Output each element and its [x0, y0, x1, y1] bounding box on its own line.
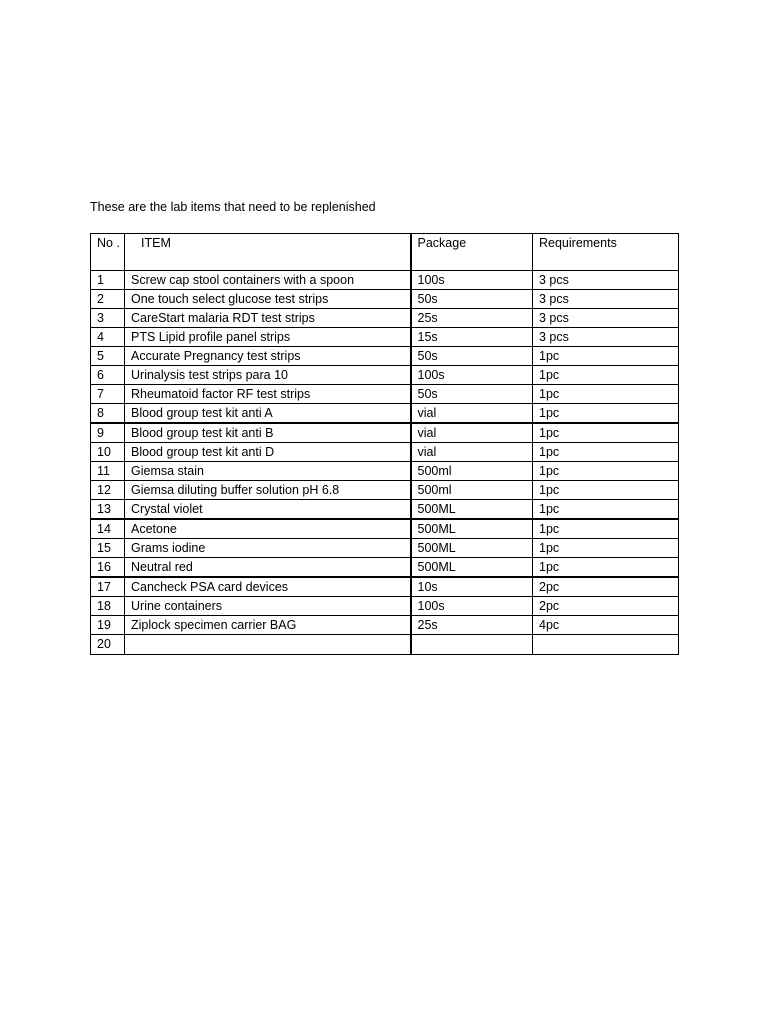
table-row — [91, 404, 679, 424]
cell-requirements: 3 pcs — [533, 290, 679, 309]
table-row — [91, 635, 679, 655]
cell-package: 50s — [411, 385, 533, 404]
cell-item: Crystal violet — [125, 500, 411, 520]
cell-no: 12 — [91, 481, 125, 500]
header-no: No . — [91, 234, 125, 271]
cell-no: 2 — [91, 290, 125, 309]
cell-no: 7 — [91, 385, 125, 404]
cell-item: Blood group test kit anti B — [125, 423, 411, 443]
table-row — [91, 558, 679, 578]
cell-package: 500ML — [411, 500, 533, 520]
cell-package: 500ML — [411, 519, 533, 539]
cell-item: PTS Lipid profile panel strips — [125, 328, 411, 347]
cell-no: 9 — [91, 423, 125, 443]
table-row — [91, 385, 679, 404]
table-row — [91, 577, 679, 597]
header-item: ITEM — [125, 234, 411, 271]
cell-requirements: 1pc — [533, 443, 679, 462]
table-row — [91, 309, 679, 328]
header-package: Package — [411, 234, 533, 271]
table-row — [91, 616, 679, 635]
cell-no: 11 — [91, 462, 125, 481]
cell-no: 13 — [91, 500, 125, 520]
cell-requirements: 1pc — [533, 519, 679, 539]
table-row — [91, 423, 679, 443]
cell-package: 100s — [411, 271, 533, 290]
cell-package: 25s — [411, 309, 533, 328]
intro-text: These are the lab items that need to be replenished — [90, 200, 376, 214]
cell-requirements: 2pc — [533, 577, 679, 597]
cell-package: 500ML — [411, 539, 533, 558]
table-row — [91, 328, 679, 347]
cell-item: Ziplock specimen carrier BAG — [125, 616, 411, 635]
table-row — [91, 539, 679, 558]
cell-no: 5 — [91, 347, 125, 366]
cell-package: 10s — [411, 577, 533, 597]
cell-requirements: 1pc — [533, 462, 679, 481]
cell-no: 15 — [91, 539, 125, 558]
cell-requirements: 3 pcs — [533, 271, 679, 290]
cell-no: 14 — [91, 519, 125, 539]
cell-requirements: 2pc — [533, 597, 679, 616]
cell-item: Screw cap stool containers with a spoon — [125, 271, 411, 290]
cell-requirements: 1pc — [533, 404, 679, 424]
cell-requirements: 4pc — [533, 616, 679, 635]
cell-item: Accurate Pregnancy test strips — [125, 347, 411, 366]
cell-item: Blood group test kit anti A — [125, 404, 411, 424]
cell-package: 50s — [411, 347, 533, 366]
table-header-row — [91, 234, 679, 271]
cell-no: 17 — [91, 577, 125, 597]
cell-package: 25s — [411, 616, 533, 635]
cell-package — [411, 635, 533, 655]
table-row — [91, 462, 679, 481]
cell-no: 6 — [91, 366, 125, 385]
table-row — [91, 443, 679, 462]
cell-item: Giemsa diluting buffer solution pH 6.8 — [125, 481, 411, 500]
table-row — [91, 290, 679, 309]
cell-requirements: 1pc — [533, 423, 679, 443]
cell-no: 3 — [91, 309, 125, 328]
cell-requirements: 3 pcs — [533, 309, 679, 328]
cell-no: 10 — [91, 443, 125, 462]
cell-item: CareStart malaria RDT test strips — [125, 309, 411, 328]
table-row — [91, 481, 679, 500]
header-requirements: Requirements — [533, 234, 679, 271]
cell-item: Giemsa stain — [125, 462, 411, 481]
table-row — [91, 271, 679, 290]
cell-item: Acetone — [125, 519, 411, 539]
lab-items-table — [90, 233, 679, 655]
cell-package: 50s — [411, 290, 533, 309]
cell-no: 8 — [91, 404, 125, 424]
cell-package: 100s — [411, 597, 533, 616]
table-row — [91, 347, 679, 366]
cell-package: 100s — [411, 366, 533, 385]
cell-requirements: 1pc — [533, 558, 679, 578]
cell-package: vial — [411, 423, 533, 443]
cell-no: 20 — [91, 635, 125, 655]
table-row — [91, 366, 679, 385]
cell-item — [125, 635, 411, 655]
cell-requirements: 1pc — [533, 347, 679, 366]
cell-item: Cancheck PSA card devices — [125, 577, 411, 597]
cell-no: 4 — [91, 328, 125, 347]
cell-package: 500ml — [411, 462, 533, 481]
cell-requirements: 3 pcs — [533, 328, 679, 347]
cell-item: One touch select glucose test strips — [125, 290, 411, 309]
cell-requirements: 1pc — [533, 481, 679, 500]
cell-requirements: 1pc — [533, 500, 679, 520]
cell-requirements: 1pc — [533, 539, 679, 558]
cell-requirements: 1pc — [533, 366, 679, 385]
cell-no: 16 — [91, 558, 125, 578]
cell-package: 500ML — [411, 558, 533, 578]
cell-item: Rheumatoid factor RF test strips — [125, 385, 411, 404]
table-row — [91, 500, 679, 520]
cell-item: Urinalysis test strips para 10 — [125, 366, 411, 385]
cell-no: 18 — [91, 597, 125, 616]
cell-item: Neutral red — [125, 558, 411, 578]
cell-no: 19 — [91, 616, 125, 635]
table-row — [91, 519, 679, 539]
cell-item: Blood group test kit anti D — [125, 443, 411, 462]
cell-package: vial — [411, 404, 533, 424]
cell-item: Urine containers — [125, 597, 411, 616]
cell-package: vial — [411, 443, 533, 462]
cell-package: 15s — [411, 328, 533, 347]
cell-requirements: 1pc — [533, 385, 679, 404]
table-row — [91, 597, 679, 616]
cell-requirements — [533, 635, 679, 655]
cell-no: 1 — [91, 271, 125, 290]
cell-package: 500ml — [411, 481, 533, 500]
cell-item: Grams iodine — [125, 539, 411, 558]
